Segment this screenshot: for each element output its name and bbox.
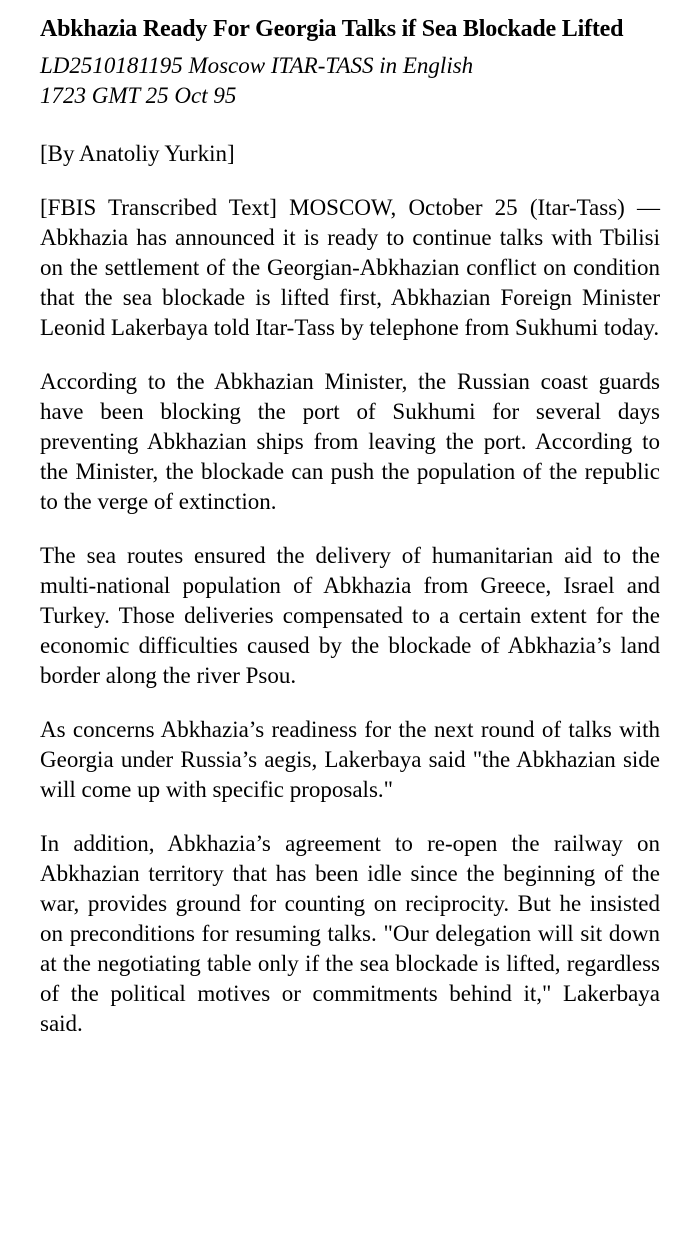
paragraph-4: As concerns Abkhazia’s readiness for the next round of talks with Georgia under Russia’s aegis, Lakerbaya said "the Abkhazian side will come up with specific proposals." [40,717,660,802]
paragraph-5: In addition, Abkhazia’s agreement to re-open the railway on Abkhazian territory that has been idle since the beginning of the war, provides ground for counting on reciprocity. But he insisted on preconditions for resuming talks. "Our delegation will sit down at the negotiating table only if the sea blockade is lifted, regardless of the political motives or commitments behind it," Lakerbaya said. [40,831,660,1036]
paragraph-3: The sea routes ensured the delivery of humanitarian aid to the multi-national population of Abkhazia from Greece, Israel and Turkey. Those deliveries compensated to a certain extent for the economic difficulties caused by the blockade of Abkhazia’s land border along the river Psou. [40,543,660,688]
paragraph-2: According to the Abkhazian Minister, the Russian coast guards have been blocking the port of Sukhumi for several days preventing Abkhazian ships from leaving the port. According to the Minister, the blockade can push the population of the republic to the verge of extinction. [40,369,660,514]
headline: Abkhazia Ready For Georgia Talks if Sea Blockade Lifted [40,16,624,42]
dateline: LD2510181195 Moscow ITAR-TASS in English 1723 GMT 25 Oct 95 [40,53,474,108]
document-page [40,8,660,1039]
byline: [By Anatoliy Yurkin] [40,141,235,166]
paragraph-1: [FBIS Transcribed Text] MOSCOW, October 25 (Itar-Tass) — Abkhazia has announced it is ready to continue talks with Tbilisi on the settlement of the Georgian-Abkhazian conflict on condition that the sea blockade is lifted first, Abkhazian Foreign Minister Leonid Lakerbaya told Itar-Tass by telephone from Sukhumi today. [40,195,660,340]
